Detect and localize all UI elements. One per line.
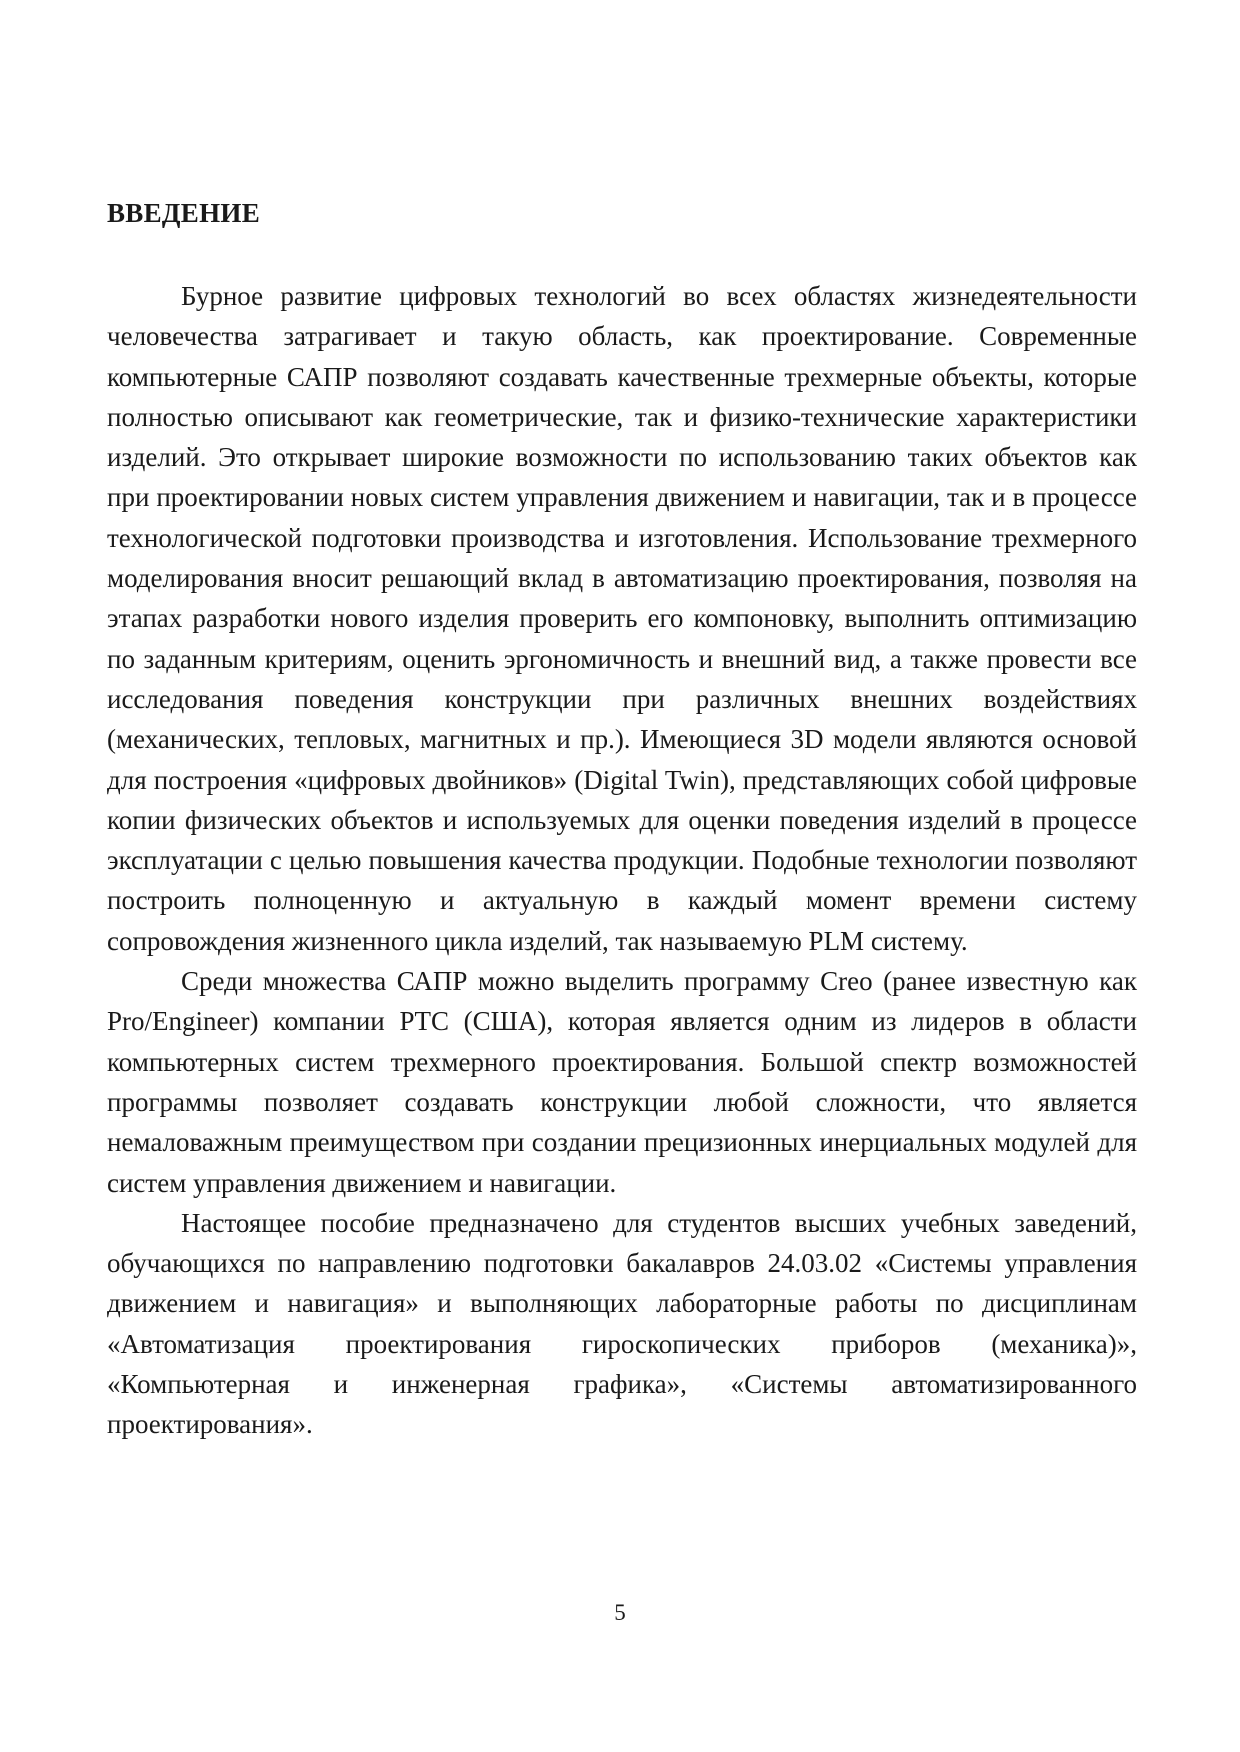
- body-text: [107, 276, 1137, 1445]
- paragraph-purpose: Настоящее пособие предназначено для студентов высших учебных заведений, обучающихся по направлению подготовки бакалавров 24.03.02 «Системы управления движением и навигация» и выполняющих лабораторные работы по дисциплинам «Автоматизация проектирования гироскопических приборов (механика)», «Компьютерная и инженерная графика», «Системы автоматизированного проектирования».: [107, 1207, 1137, 1440]
- section-heading: ВВЕДЕНИЕ: [107, 198, 261, 228]
- page-number: 5: [614, 1600, 626, 1625]
- paragraph-intro: Бурное развитие цифровых технологий во всех областях жизнедеятельности человечества затрагивает и такую область, как проектирование. Современные компьютерные САПР позволяют создавать качественные трехмерные объекты, которые полностью описывают как геометрические, так и физико-технические характеристики изделий. Это открывает широкие возможности по использованию таких объектов как при проектировании новых систем управления движением и навигации, так и в процессе технологической подготовки производства и изготовления. Использование трехмерного моделирования вносит решающий вклад в автоматизацию проектирования, позволяя на этапах разработки нового изделия проверить его компоновку, выполнить оптимизацию по заданным критериям, оценить эргономичность и внешний вид, а также провести все исследования поведения конструкции при различных внешних воздействиях (механических, тепловых, магнитных и пр.). Имеющиеся 3D модели являются основой для построения «цифровых двойников» (Digital Twin), представляющих собой цифровые копии физических объектов и используемых для оценки поведения изделий в процессе эксплуатации с целью повышения качества продукции. Подобные технологии позволяют построить полноценную и актуальную в каждый момент времени систему сопровождения жизненного цикла изделий, так называемую PLM систему.: [107, 281, 1137, 956]
- paragraph-creo: Среди множества САПР можно выделить программу Creo (ранее известную как Pro/Engineer) компании PTC (США), которая является одним из лидеров в области компьютерных систем трехмерного проектирования. Большой спектр возможностей программы позволяет создавать конструкции любой сложности, что является немаловажным преимуществом при создании прецизионных инерциальных модулей для систем управления движением и навигации.: [107, 966, 1137, 1198]
